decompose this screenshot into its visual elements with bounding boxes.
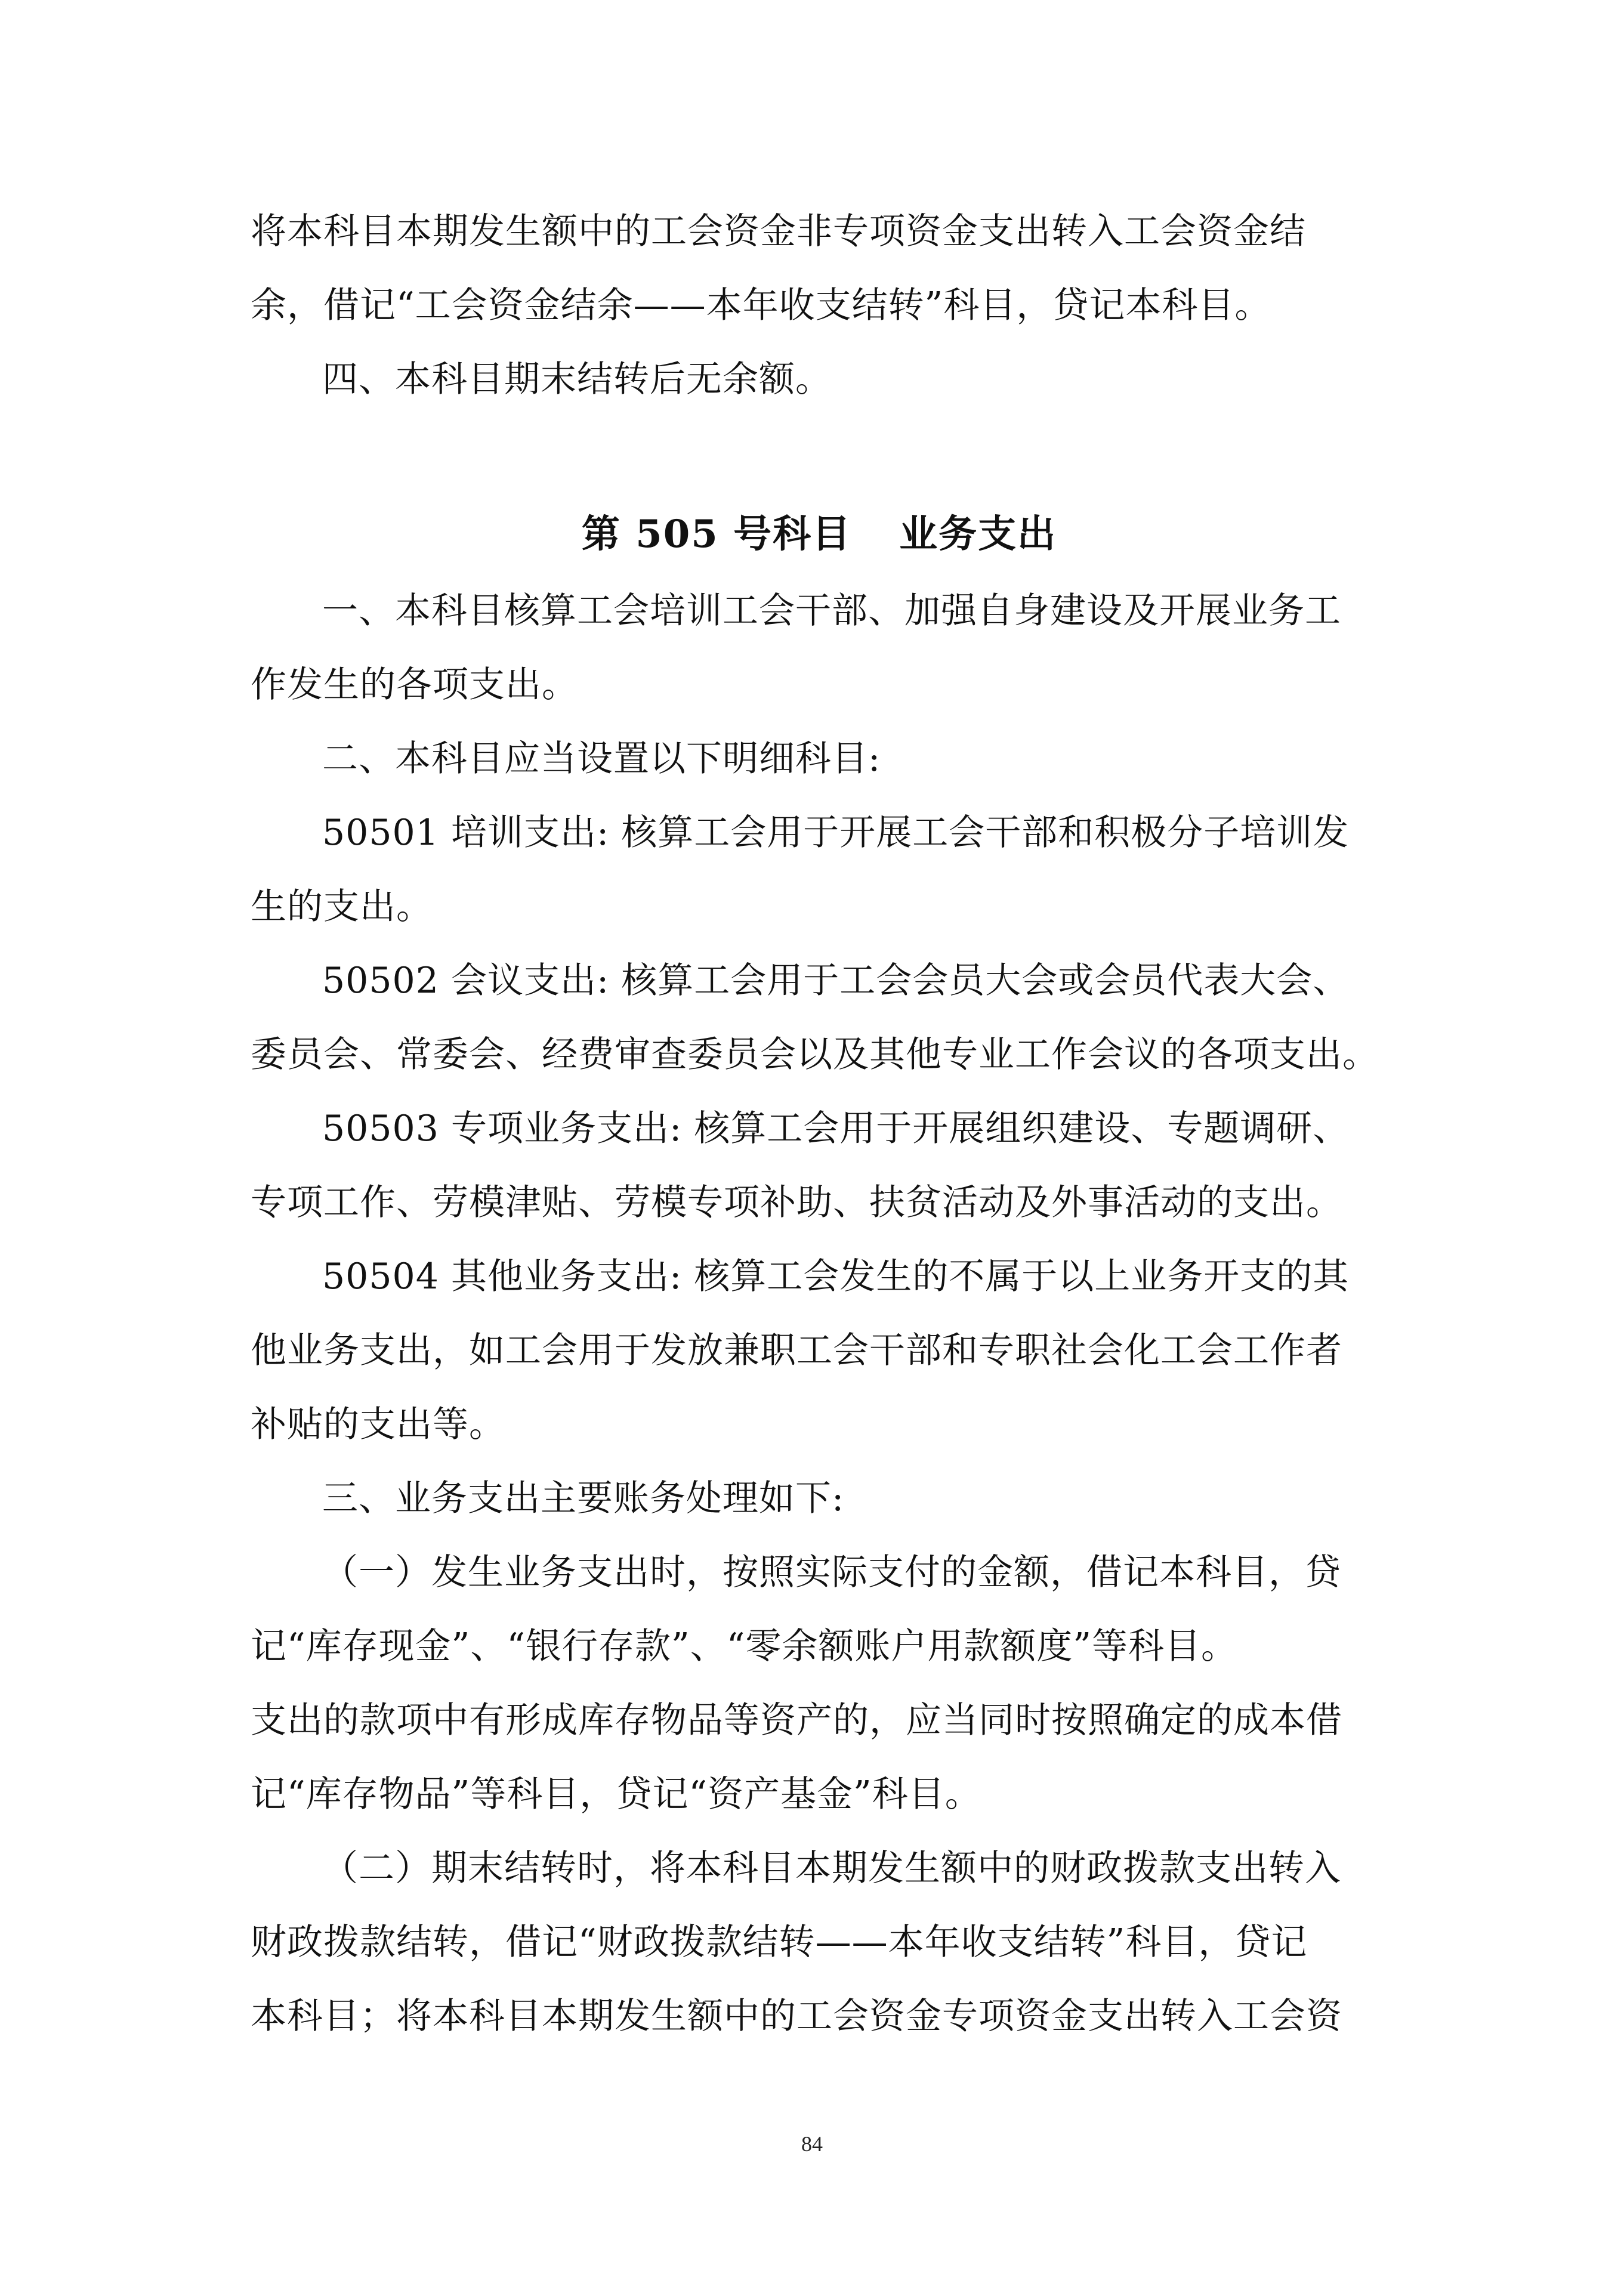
- paragraph-line: 他业务支出，如工会用于发放兼职工会干部和专职社会化工会工作者: [251, 1330, 1342, 1371]
- paragraph-line: 四、本科目期末结转后无余额。: [322, 359, 832, 400]
- paragraph-line: 作发生的各项支出。: [251, 664, 578, 706]
- page-number: 84: [801, 2132, 823, 2156]
- paragraph-line: 本科目；将本科目本期发生额中的工会资金专项资金支出转入工会资: [251, 1995, 1342, 2037]
- blank-spacer: [251, 416, 1388, 490]
- heading-prefix: 第 505 号科目: [581, 512, 852, 557]
- paragraph-line: 支出的款项中有形成库存物品等资产的，应当同时按照确定的成本借: [251, 1699, 1342, 1741]
- paragraph-line: 记“库存物品”等科目，贷记“资产基金”科目。: [251, 1773, 981, 1815]
- paragraph-line: 补贴的支出等。: [251, 1404, 505, 1445]
- paragraph-line: 三、业务支出主要账务处理如下:: [322, 1478, 845, 1519]
- paragraph-line: 50504 其他业务支出: 核算工会发生的不属于以上业务开支的其: [322, 1256, 1350, 1297]
- paragraph-line: 记“库存现金”、“银行存款”、“零余额账户用款额度”等科目。: [251, 1626, 1238, 1667]
- paragraph-line: 委员会、常委会、经费审查委员会以及其他专业工作会议的各项支出。: [251, 1034, 1379, 1076]
- paragraph-line: 生的支出。: [251, 886, 433, 928]
- paragraph-line: 50503 专项业务支出: 核算工会用于开展组织建设、专题调研、: [322, 1108, 1350, 1149]
- paragraph-line: （二）期末结转时，将本科目本期发生额中的财政拨款支出转入: [322, 1847, 1341, 1889]
- paragraph-line: 财政拨款结转，借记“财政拨款结转——本年收支结转”科目，贷记: [251, 1921, 1308, 1963]
- paragraph-line: 将本科目本期发生额中的工会资金非专项资金支出转入工会资金结: [251, 211, 1306, 252]
- paragraph-line: 一、本科目核算工会培训工会干部、加强自身建设及开展业务工: [322, 590, 1341, 632]
- paragraph-line: 余，借记“工会资金结余——本年收支结转”科目，贷记本科目。: [251, 285, 1271, 326]
- paragraph-line: 专项工作、劳模津贴、劳模专项补助、扶贫活动及外事活动的支出。: [251, 1182, 1342, 1223]
- paragraph-line: （一）发生业务支出时，按照实际支付的金额，借记本科目，贷: [322, 1552, 1341, 1593]
- paragraph-line: 50502 会议支出: 核算工会用于工会会员大会或会员代表大会、: [322, 960, 1350, 1002]
- document-body: [251, 194, 1388, 2053]
- paragraph-line: 二、本科目应当设置以下明细科目:: [322, 738, 881, 780]
- paragraph-line: 50501 培训支出: 核算工会用于开展工会干部和积极分子培训发: [322, 812, 1350, 854]
- heading-title: 业务支出: [899, 512, 1057, 557]
- section-heading: [251, 495, 1388, 574]
